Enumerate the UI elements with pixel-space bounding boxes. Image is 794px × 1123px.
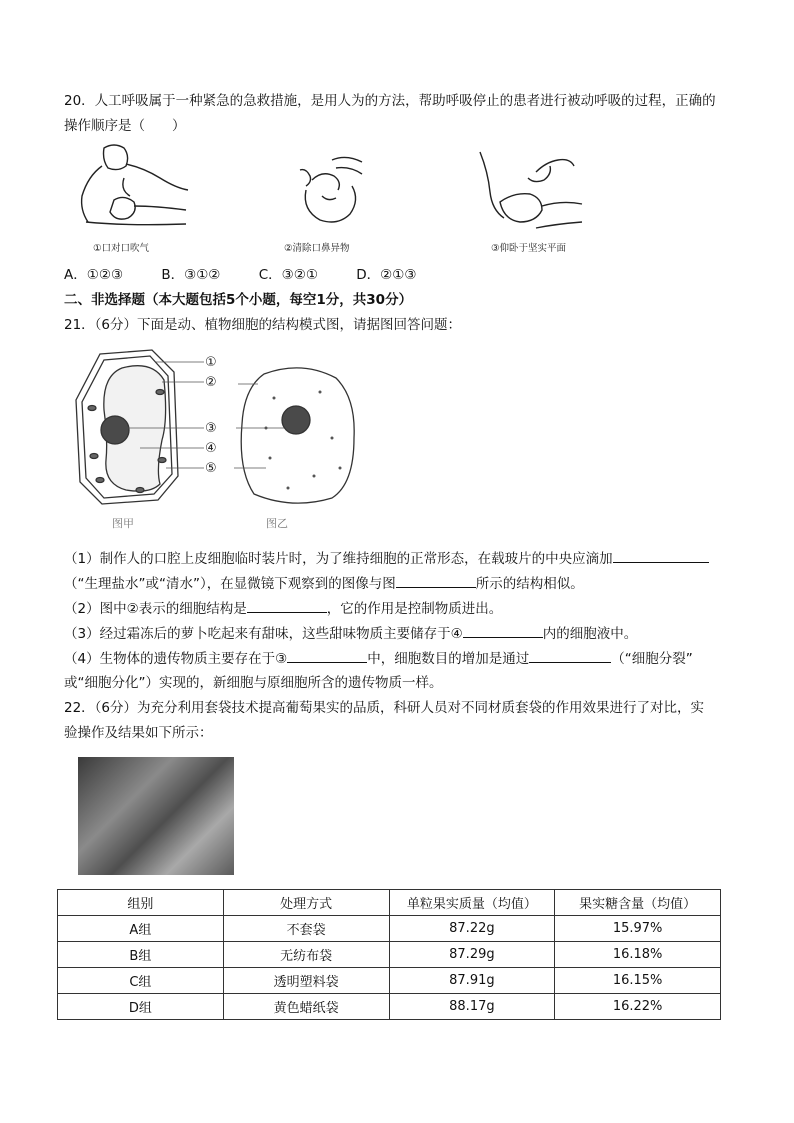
q21-sub1-line2: （“生理盐水”或“清水”），在显微镜下观察到的图像与图 所示的结构相似。 [64,573,584,594]
q21-sub1-line1: （1）制作人的口腔上皮细胞临时装片时，为了维持细胞的正常形态，在载玻片的中央应滴加 [64,548,709,569]
grape-bagging-photo [78,757,234,875]
answer-blank-3[interactable] [247,598,327,613]
cell-label-2: ② [205,375,217,390]
table-cell: 16.15% [555,968,721,994]
cpr-clear-airway-figure [292,150,372,230]
q21-sub4-line1: （4）生物体的遗传物质主要存在于③ 中，细胞数目的增加是通过 （“细胞分裂” [64,648,693,669]
table-header-cell: 处理方式 [223,890,389,916]
table-cell: 87.91g [389,968,555,994]
q20-caption-3: ③仰卧于坚实平面 [491,243,567,254]
table-row [58,942,721,968]
answer-blank-1[interactable] [613,548,709,563]
plant-cell [76,350,178,504]
table-cell: 87.29g [389,942,555,968]
section-2-heading: 二、非选择题（本大题包括5个小题，每空1分，共30分） [64,292,413,308]
animal-cell [241,368,354,503]
table-header-cell: 果实糖含量（均值） [555,890,721,916]
table-cell: 透明塑料袋 [223,968,389,994]
table-header-row [58,890,721,916]
q22-text-line2: 验操作及结果如下所示： [64,725,213,741]
answer-blank-5[interactable] [287,648,367,663]
q20-options [64,265,450,285]
q20-caption-1: ①口对口吹气 [93,243,150,254]
answer-blank-6[interactable] [529,648,611,663]
q20-option-a[interactable]: A．①②③ [64,267,124,283]
cpr-supine-position-figure [476,148,586,232]
q21-sub3: （3）经过霜冻后的萝卜吃起来有甜味，这些甜味物质主要储存于④ 内的细胞液中。 [64,623,637,644]
cell-label-4: ④ [205,441,217,456]
q20-option-d[interactable]: D．②①③ [356,267,417,283]
figure-b-caption: 图乙 [266,517,288,530]
q20-text-line1: 20．人工呼吸属于一种紧急的急救措施，是用人为的方法，帮助呼吸停止的患者进行被动呼吸的过程，正确的 [64,93,716,109]
table-cell: D组 [58,994,224,1020]
q20-option-b[interactable]: B．③①② [161,267,221,283]
table-header-cell: 组别 [58,890,224,916]
q22-results-table [57,889,721,1020]
cell-label-1: ① [205,355,217,370]
table-cell: 88.17g [389,994,555,1020]
figure-a-caption: 图甲 [112,517,134,530]
table-cell: 无纺布袋 [223,942,389,968]
q20-text-line2: 操作顺序是（ ） [64,118,186,134]
table-cell: 15.97% [555,916,721,942]
table-row [58,916,721,942]
q21-sub4-line2: 或“细胞分化”）实现的，新细胞与原细胞所含的遗传物质一样。 [64,675,443,691]
table-cell: 87.22g [389,916,555,942]
q20-caption-2: ②清除口鼻异物 [284,243,350,254]
cpr-mouth-to-mouth-figure [74,140,194,232]
table-row [58,994,721,1020]
table-cell: C组 [58,968,224,994]
cell-label-5: ⑤ [205,461,217,476]
table-cell: B组 [58,942,224,968]
table-header-cell: 单粒果实质量（均值） [389,890,555,916]
q21-sub2: （2）图中②表示的细胞结构是 ，它的作用是控制物质进出。 [64,598,502,619]
q21-intro: 21．（6分）下面是动、植物细胞的结构模式图，请据图回答问题： [64,317,462,333]
cell-diagram [70,348,370,534]
table-row [58,968,721,994]
table-cell: 黄色蜡纸袋 [223,994,389,1020]
answer-blank-2[interactable] [396,573,476,588]
answer-blank-4[interactable] [463,623,543,638]
q22-text-line1: 22．（6分）为充分利用套袋技术提高葡萄果实的品质，科研人员对不同材质套袋的作用效果进行了对比，实 [64,700,705,716]
table-cell: 不套袋 [223,916,389,942]
q20-option-c[interactable]: C．③②① [258,267,318,283]
cell-label-3: ③ [205,421,217,436]
table-cell: 16.18% [555,942,721,968]
table-cell: A组 [58,916,224,942]
table-cell: 16.22% [555,994,721,1020]
